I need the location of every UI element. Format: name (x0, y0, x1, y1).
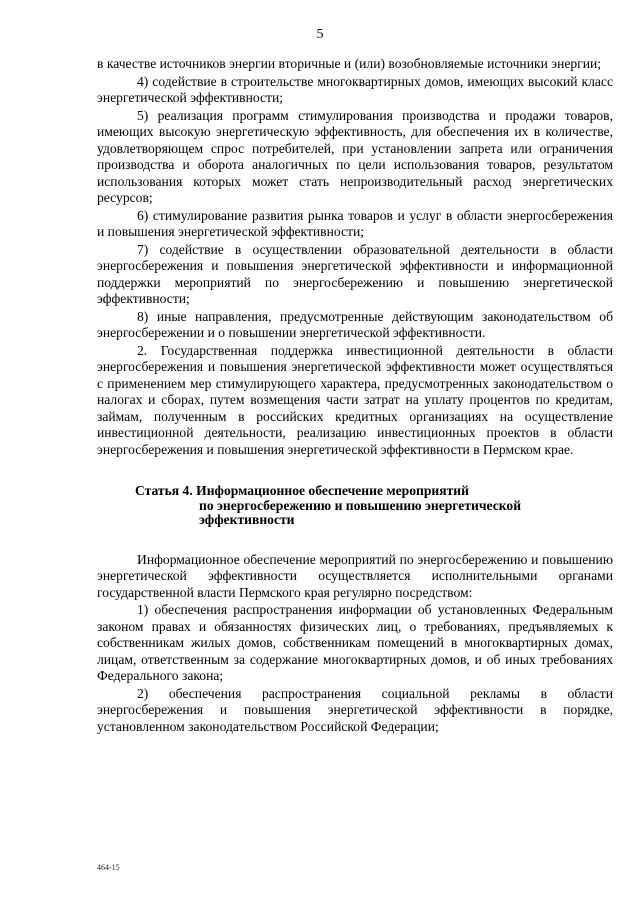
paragraph: Информационное обеспечение мероприятий по энергосбережению и повышению энергетической эффективности осуществляется исполнительными органами государственной власти Пермского края регулярно посредством: (97, 551, 613, 600)
paragraph: 5) реализация программ стимулирования производства и продажи товаров, имеющих высокую энергетическую эффективность, для обеспечения их в количестве, удовлетворяющем спрос потребителей, при установлении запрета или ограничения производства и оборота аналогичных по цели использования товаров, результатом использования которых может стать непроизводительный расход энергетических ресурсов; (97, 107, 613, 205)
paragraph: 2) обеспечения распространения социальной рекламы в области энергосбережения и повышения энергетической эффективности в порядке, установленном законодательством Российской Федерации; (97, 685, 613, 734)
paragraph: 1) обеспечения распространения информации об установленных Федеральным законом правах и обязанностях физических лиц, о требованиях, предъявляемых к собственникам жилых домов, собственникам помещений в многоквартирных домах, лицам, ответственным за содержание многоквартирных домов, и об иных требованиях Федерального закона; (97, 602, 613, 683)
document-code: 464-15 (97, 863, 120, 872)
paragraph: в качестве источников энергии вторичные и (или) возобновляемые источники энергии; (97, 56, 602, 71)
paragraph: 4) содействие в строительстве многоквартирных домов, имеющих высокий класс энергетической эффективности; (97, 73, 613, 105)
spacer (97, 528, 613, 552)
page-number: 5 (316, 27, 324, 42)
paragraph: 7) содействие в осуществлении образовательной деятельности в области энергосбережения и повышения энергетической эффективности и информационной поддержки мероприятий по энергосбережению и повышению энергетической эффективности; (97, 241, 613, 306)
paragraph: 2. Государственная поддержка инвестиционной деятельности в области энергосбережения и повышения энергетической эффективности может осуществляться с применением мер стимулирующего характера, предусмотренных законодательством о налогах и сборах, путем возмещения части затрат на уплату процентов по кредитам, займам, полученным в российских кредитных организациях на осуществление инвестиционной деятельности, реализацию инвестиционных проектов в области энергосбережения и повышения энергетической эффективности в Пермском крае. (97, 342, 613, 457)
article-heading (135, 484, 613, 528)
article-heading-line3: эффективности (199, 512, 295, 527)
document-body (97, 56, 613, 736)
article-heading-line1: Статья 4. Информационное обеспечение мероприятий (135, 483, 469, 498)
article-heading-line2: по энергосбережению и повышению энергетической (199, 497, 522, 513)
paragraph: 8) иные направления, предусмотренные действующим законодательством об энергосбережении и о повышении энергетической эффективности. (97, 308, 613, 340)
paragraph: 6) стимулирование развития рынка товаров и услуг в области энергосбережения и повышения энергетической эффективности; (97, 207, 613, 239)
